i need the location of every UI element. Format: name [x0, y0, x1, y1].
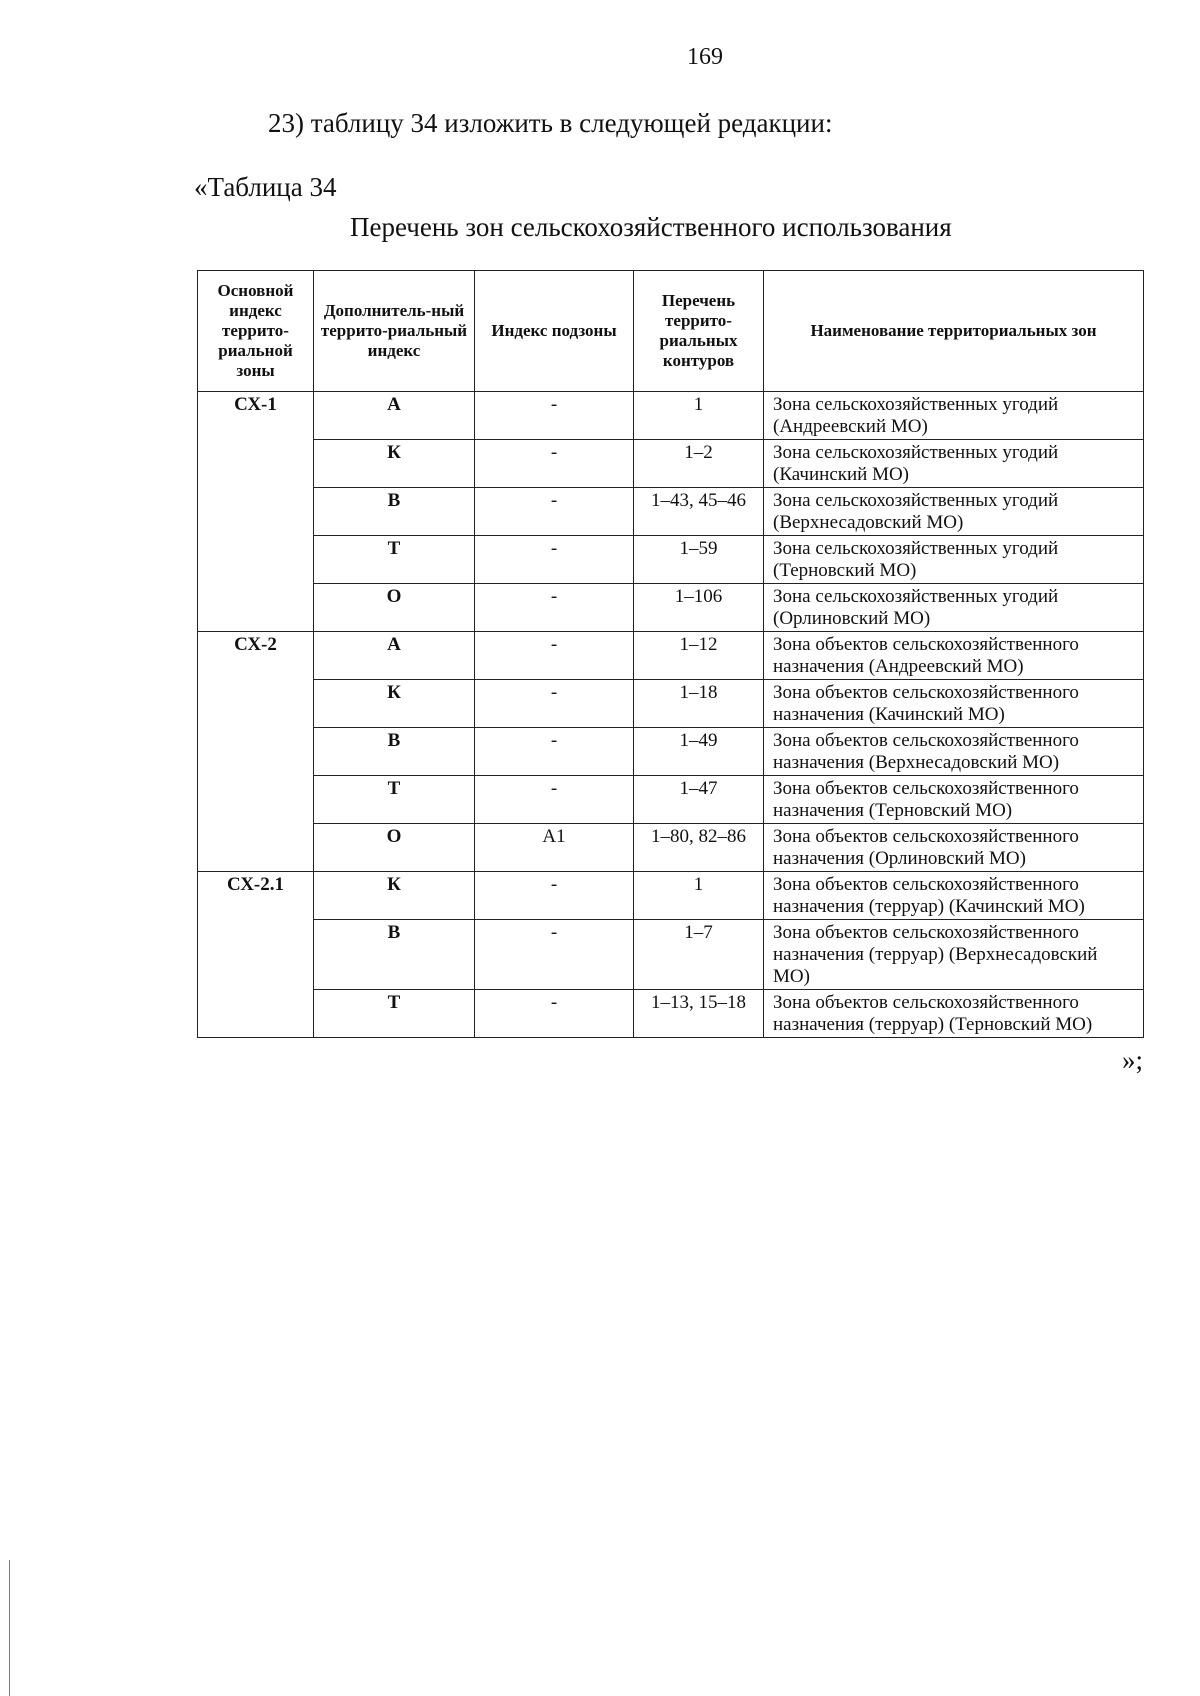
additional-index-cell: Т [314, 776, 475, 824]
subzone-index-cell: - [475, 584, 634, 632]
contours-cell: 1–2 [634, 440, 764, 488]
zone-name-cell: Зона объектов сельскохозяйственного назначения (терруар) (Качинский МО) [764, 872, 1144, 920]
zone-name-cell: Зона сельскохозяйственных угодий (Андреевский МО) [764, 392, 1144, 440]
subzone-index-cell: - [475, 728, 634, 776]
subzone-index-cell: - [475, 536, 634, 584]
contours-cell: 1–18 [634, 680, 764, 728]
zone-name-cell: Зона сельскохозяйственных угодий (Орлиновский МО) [764, 584, 1144, 632]
table-title: Перечень зон сельскохозяйственного использования [350, 212, 952, 242]
table-row [198, 680, 1144, 728]
contours-cell: 1–43, 45–46 [634, 488, 764, 536]
additional-index-cell: В [314, 728, 475, 776]
contours-cell: 1–80, 82–86 [634, 824, 764, 872]
zone-name-cell: Зона сельскохозяйственных угодий (Качинский МО) [764, 440, 1144, 488]
contours-cell: 1–106 [634, 584, 764, 632]
table-row [198, 584, 1144, 632]
zone-name-cell: Зона объектов сельскохозяйственного назначения (Андреевский МО) [764, 632, 1144, 680]
additional-index-cell: Т [314, 990, 475, 1038]
subzone-index-cell: - [475, 776, 634, 824]
table-row [198, 536, 1144, 584]
zone-name-cell: Зона сельскохозяйственных угодий (Терновский МО) [764, 536, 1144, 584]
main-index-cell: СХ-1 [198, 392, 314, 632]
scan-margin-line [9, 1560, 10, 1696]
table-body [198, 392, 1144, 1038]
table-row [198, 392, 1144, 440]
additional-index-cell: К [314, 680, 475, 728]
header-subzone-index: Индекс подзоны [475, 271, 634, 392]
contours-cell: 1–59 [634, 536, 764, 584]
table-row [198, 990, 1144, 1038]
main-index-cell: СХ-2 [198, 632, 314, 872]
zone-name-cell: Зона объектов сельскохозяйственного назначения (Верхнесадовский МО) [764, 728, 1144, 776]
table-label: «Таблица 34 [194, 172, 337, 202]
additional-index-cell: К [314, 440, 475, 488]
table-row [198, 920, 1144, 990]
zones-table [197, 270, 1144, 1038]
header-main-index: Основной индекс террито-риальной зоны [198, 271, 314, 392]
subzone-index-cell: - [475, 680, 634, 728]
table-row [198, 824, 1144, 872]
additional-index-cell: К [314, 872, 475, 920]
additional-index-cell: В [314, 488, 475, 536]
zone-name-cell: Зона объектов сельскохозяйственного назначения (Терновский МО) [764, 776, 1144, 824]
subzone-index-cell: - [475, 990, 634, 1038]
zone-name-cell: Зона объектов сельскохозяйственного назначения (Орлиновский МО) [764, 824, 1144, 872]
amendment-instruction: 23) таблицу 34 изложить в следующей редакции: [268, 108, 833, 138]
subzone-index-cell: - [475, 440, 634, 488]
contours-cell: 1–7 [634, 920, 764, 990]
zone-name-cell: Зона объектов сельскохозяйственного назначения (терруар) (Терновский МО) [764, 990, 1144, 1038]
contours-cell: 1–13, 15–18 [634, 990, 764, 1038]
table-row [198, 872, 1144, 920]
subzone-index-cell: - [475, 920, 634, 990]
contours-cell: 1–12 [634, 632, 764, 680]
page-number: 169 [687, 44, 723, 70]
subzone-index-cell: - [475, 392, 634, 440]
additional-index-cell: А [314, 632, 475, 680]
closing-quote: »; [1122, 1045, 1144, 1075]
subzone-index-cell: А1 [475, 824, 634, 872]
header-contours-list: Перечень террито-риальных контуров [634, 271, 764, 392]
contours-cell: 1 [634, 392, 764, 440]
table-row [198, 728, 1144, 776]
additional-index-cell: А [314, 392, 475, 440]
contours-cell: 1–47 [634, 776, 764, 824]
table-row [198, 440, 1144, 488]
additional-index-cell: В [314, 920, 475, 990]
table-row [198, 488, 1144, 536]
header-additional-index: Дополнитель-ный террито-риальный индекс [314, 271, 475, 392]
zone-name-cell: Зона сельскохозяйственных угодий (Верхнесадовский МО) [764, 488, 1144, 536]
contours-cell: 1 [634, 872, 764, 920]
table-header-row [198, 271, 1144, 392]
subzone-index-cell: - [475, 872, 634, 920]
subzone-index-cell: - [475, 632, 634, 680]
header-zone-name: Наименование территориальных зон [764, 271, 1144, 392]
subzone-index-cell: - [475, 488, 634, 536]
zone-name-cell: Зона объектов сельскохозяйственного назначения (терруар) (Верхнесадовский МО) [764, 920, 1144, 990]
additional-index-cell: О [314, 824, 475, 872]
table-row [198, 632, 1144, 680]
contours-cell: 1–49 [634, 728, 764, 776]
table-row [198, 776, 1144, 824]
main-index-cell: СХ-2.1 [198, 872, 314, 1038]
zone-name-cell: Зона объектов сельскохозяйственного назначения (Качинский МО) [764, 680, 1144, 728]
additional-index-cell: О [314, 584, 475, 632]
additional-index-cell: Т [314, 536, 475, 584]
